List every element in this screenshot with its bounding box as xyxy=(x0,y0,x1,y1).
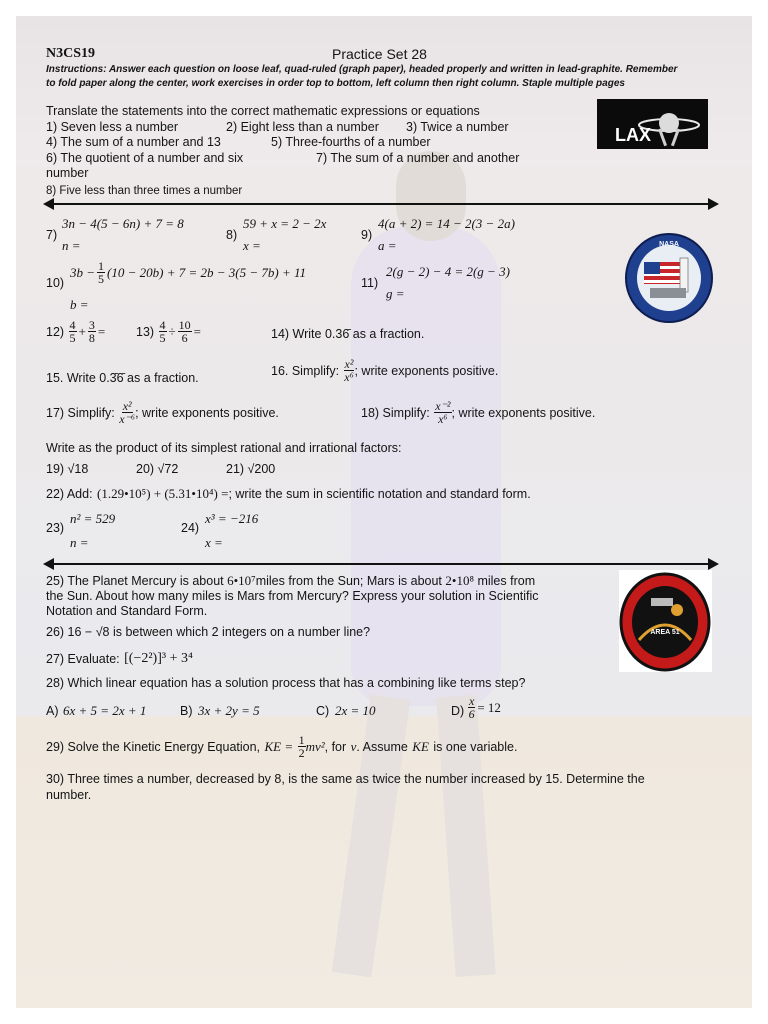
question-10-number: 10) xyxy=(46,276,65,290)
area51-logo-text: AREA 51 xyxy=(650,629,680,636)
fraction-numerator: 10 xyxy=(178,318,191,332)
question-13-number: 13) xyxy=(136,324,155,339)
question-17-fraction xyxy=(119,400,135,425)
arrow-left-icon xyxy=(43,198,54,210)
fraction-denominator: x⁻⁶ xyxy=(119,412,136,426)
question-4: 4) The sum of a number and 13 xyxy=(46,135,221,149)
question-8-answer: x = xyxy=(243,238,261,253)
translate-heading: Translate the statements into the correct mathematic expressions or equations xyxy=(46,104,480,118)
question-25-line3: Notation and Standard Form. xyxy=(46,604,208,618)
question-12-fraction-b xyxy=(88,319,96,344)
arrow-right-icon xyxy=(708,558,719,570)
question-18 xyxy=(361,400,595,425)
fraction-denominator: 5 xyxy=(98,272,105,286)
fraction-denominator: x⁶ xyxy=(344,370,354,384)
question-18-label: 18) Simplify: xyxy=(361,405,430,420)
question-11-answer: g = xyxy=(386,286,405,301)
option-d-label: D) xyxy=(451,704,465,718)
question-7-answer: n = xyxy=(62,238,81,253)
question-10-part1: 3b − xyxy=(70,264,96,280)
arrow-right-icon xyxy=(708,198,719,210)
question-22-label: 22) Add: xyxy=(46,487,93,501)
question-21: 21) √200 xyxy=(226,462,276,476)
question-30-line1: 30) Three times a number, decreased by 8, is the same as twice the number increased by 15. Determine the xyxy=(46,772,645,786)
fraction-denominator: 6 xyxy=(181,331,188,345)
fraction-numerator: x² xyxy=(122,399,132,413)
nasa-logo-text: NASA xyxy=(659,241,679,248)
question-15: 15. Write 0.3̄6̄ as a fraction. xyxy=(46,371,199,385)
question-13-fraction-b xyxy=(178,319,192,344)
fraction-numerator: 1 xyxy=(298,733,305,747)
fraction-numerator: 4 xyxy=(69,318,76,332)
question-16 xyxy=(271,358,498,383)
fraction-numerator: 1 xyxy=(98,259,105,273)
fraction-denominator: 6 xyxy=(468,707,475,721)
question-7-number: 7) xyxy=(46,228,58,242)
question-27 xyxy=(46,650,193,668)
question-8-number: 8) xyxy=(226,228,238,242)
question-11-equation: 2(g − 2) − 4 = 2(g − 3) xyxy=(386,264,510,279)
question-18-suffix: ; write exponents positive. xyxy=(451,405,596,420)
fraction-numerator: 4 xyxy=(159,318,166,332)
instructions-line1: Instructions: Answer each question on loose leaf, quad-ruled (graph paper), headed properly and written in lead-graphite. Remember xyxy=(46,64,678,75)
question-25-part2: miles from the Sun; Mars is about xyxy=(255,574,442,588)
fraction-denominator: 8 xyxy=(88,331,95,345)
question-23-number: 23) xyxy=(46,521,65,535)
question-10-fraction xyxy=(97,260,105,285)
question-29-assume: . Assume xyxy=(356,739,408,754)
question-29-suffix: is one variable. xyxy=(433,739,518,754)
question-17-label: 17) Simplify: xyxy=(46,405,115,420)
question-13-fraction-a xyxy=(159,319,167,344)
lax-logo xyxy=(597,99,708,149)
equals-sign: = xyxy=(97,323,106,339)
question-10-part2: (10 − 20b) + 7 = 2b − 3(5 − 7b) + 11 xyxy=(107,264,307,280)
option-c-equation: 2x = 10 xyxy=(335,703,376,718)
velocity-variable: v xyxy=(350,738,357,754)
fraction-denominator: 5 xyxy=(159,331,166,345)
question-3: 3) Twice a number xyxy=(406,120,509,134)
kinetic-energy-rhs: mv² xyxy=(305,738,325,754)
question-17-suffix: ; write exponents positive. xyxy=(135,405,279,420)
question-28: 28) Which linear equation has a solution process that has a combining like terms step? xyxy=(46,676,526,690)
question-17 xyxy=(46,400,279,425)
question-29-label: 29) Solve the Kinetic Energy Equation, xyxy=(46,739,261,754)
question-25-line2: the Sun. About how many miles is Mars from Mercury? Express your solution in Scientific xyxy=(46,589,539,603)
instructions-line2: to fold paper along the center, work exercises in order top to bottom, left column then right column. Staple multiple pages xyxy=(46,78,625,89)
question-8-equation: 59 + x = 2 − 2x xyxy=(243,216,327,231)
fraction-denominator: 5 xyxy=(69,331,76,345)
question-20: 20) √72 xyxy=(136,462,179,476)
option-c-label: C) xyxy=(316,704,330,718)
question-8-text: 8) Five less than three times a number xyxy=(46,185,243,197)
question-7-continued: number xyxy=(46,166,89,180)
question-6: 6) The quotient of a number and six xyxy=(46,151,244,165)
question-23-answer: n = xyxy=(70,535,89,550)
question-7-text: 7) The sum of a number and another xyxy=(316,151,520,165)
question-23-equation: n² = 529 xyxy=(70,511,116,526)
option-a-equation: 6x + 5 = 2x + 1 xyxy=(63,703,147,718)
question-22 xyxy=(46,485,531,503)
question-16-label: 16. Simplify: xyxy=(271,363,340,378)
question-10-answer: b = xyxy=(70,297,89,312)
question-16-fraction xyxy=(344,358,355,383)
question-16-suffix: ; write exponents positive. xyxy=(354,363,499,378)
kinetic-energy-lhs: KE = xyxy=(264,738,294,754)
question-9-answer: a = xyxy=(378,238,397,253)
question-27-expression: [(−2²)]³ + 3⁴ xyxy=(124,651,193,666)
mercury-distance: 6•10⁷ xyxy=(227,573,256,588)
question-1: 1) Seven less a number xyxy=(46,120,179,134)
product-heading: Write as the product of its simplest rational and irrational factors: xyxy=(46,441,402,455)
question-14: 14) Write 0.36̄ as a fraction. xyxy=(271,327,425,341)
question-29-for: , for xyxy=(324,739,347,754)
fraction-numerator: x xyxy=(469,694,475,708)
question-25-line1 xyxy=(46,573,535,589)
question-12-fraction-a xyxy=(69,319,77,344)
course-code: N3CS19 xyxy=(46,46,96,61)
question-28-options xyxy=(46,694,546,727)
option-b-equation: 3x + 2y = 5 xyxy=(198,703,260,718)
question-2: 2) Eight less than a number xyxy=(226,120,379,134)
option-d-fraction xyxy=(468,695,475,720)
number-line-divider-2 xyxy=(52,563,708,565)
question-30-line2: number. xyxy=(46,788,92,802)
option-a-label: A) xyxy=(46,704,59,718)
arrow-left-icon xyxy=(43,558,54,570)
operator: ÷ xyxy=(168,323,176,339)
question-9-equation: 4(a + 2) = 14 − 2(3 − 2a) xyxy=(378,216,515,231)
fraction-denominator: 2 xyxy=(298,746,305,760)
option-d-equation xyxy=(468,695,501,720)
question-12 xyxy=(46,319,105,344)
operator: + xyxy=(78,323,86,339)
fraction-denominator: x⁶ xyxy=(438,412,448,426)
equals-sign: = xyxy=(193,323,202,339)
question-24-number: 24) xyxy=(181,521,200,535)
question-10-equation xyxy=(70,260,306,285)
fraction-numerator: 3 xyxy=(88,318,95,332)
question-24-answer: x = xyxy=(205,535,223,550)
mars-distance: 2•10⁸ xyxy=(445,573,474,588)
question-26: 26) 16 − √8 is between which 2 integers on a number line? xyxy=(46,625,371,639)
question-13 xyxy=(136,319,201,344)
nasa-patch-logo xyxy=(624,232,714,324)
question-9-number: 9) xyxy=(361,228,373,242)
one-half-fraction xyxy=(298,734,306,759)
page-title: Practice Set 28 xyxy=(332,46,427,62)
option-b-label: B) xyxy=(180,704,193,718)
number-line-divider-1 xyxy=(52,203,708,205)
question-27-label: 27) Evaluate: xyxy=(46,652,120,666)
question-19: 19) √18 xyxy=(46,462,89,476)
question-22-expression: (1.29•10⁵) + (5.31•10⁴) = xyxy=(97,486,229,501)
question-24-equation: x³ = −216 xyxy=(205,511,259,526)
fraction-numerator: x² xyxy=(344,357,354,371)
question-25-part3: miles from xyxy=(477,574,536,588)
question-29 xyxy=(46,734,517,759)
question-5: 5) Three-fourths of a number xyxy=(271,135,431,149)
lax-logo-text: LAX xyxy=(615,125,651,145)
question-11-number: 11) xyxy=(361,276,379,290)
ke-variable: KE xyxy=(412,738,429,754)
area51-patch-logo xyxy=(619,570,712,672)
question-7-equation: 3n − 4(5 − 6n) + 7 = 8 xyxy=(62,216,184,231)
question-25-part1: 25) The Planet Mercury is about xyxy=(46,574,224,588)
fraction-numerator: x⁻² xyxy=(435,399,451,413)
option-d-rhs: = 12 xyxy=(477,699,501,715)
question-22-suffix: ; write the sum in scientific notation and standard form. xyxy=(228,487,531,501)
question-12-number: 12) xyxy=(46,324,65,339)
question-18-fraction xyxy=(434,400,451,425)
